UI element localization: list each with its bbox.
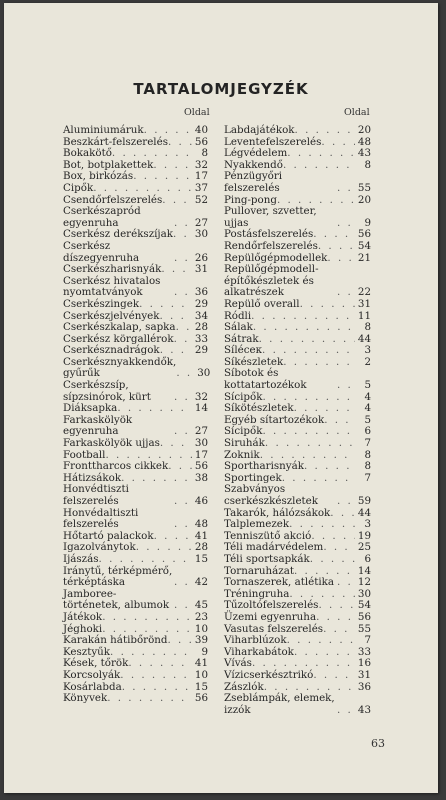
- toc-entry-label: Sícipők: [224, 390, 263, 403]
- toc-entry-page: 33: [357, 645, 371, 658]
- toc-entry-label: Aluminiumáruk: [63, 124, 144, 136]
- toc-entry-label: Farkaskölyök egyenruha: [63, 413, 133, 438]
- toc-entry: [63, 206, 208, 229]
- toc-entry-page: 28: [194, 321, 208, 334]
- toc-entry-page: 41: [194, 529, 208, 542]
- toc-entry: [63, 438, 208, 450]
- page-number: 63: [371, 737, 385, 750]
- toc-entry-page: 4: [364, 402, 371, 415]
- toc-entry-page: 21: [357, 251, 371, 264]
- dot-leader: [160, 438, 192, 450]
- toc-entry-page: 46: [194, 495, 208, 507]
- toc-entry-page: 30: [194, 228, 208, 241]
- dot-leader: [176, 368, 194, 380]
- toc-entry-page: 8: [364, 158, 371, 171]
- toc-entry-label: Tornaszerek, atlétika: [224, 576, 335, 589]
- dot-leader: [93, 183, 192, 195]
- toc-entry-label: Jamboree-történetek, albumok: [63, 587, 170, 612]
- toc-entry: [224, 612, 371, 624]
- toc-entry: [224, 438, 371, 450]
- toc-entry-page: 30: [194, 437, 208, 450]
- toc-entry-label: Kosárlabda: [63, 680, 122, 693]
- dot-leader: [99, 554, 192, 566]
- toc-entry-label: Zseblámpák, elemek, izzók: [224, 692, 335, 716]
- toc-entry-label: Cserkészapród egyenruha: [63, 205, 141, 229]
- dot-leader: [262, 426, 355, 438]
- toc-left-column: [63, 124, 211, 705]
- dot-leader: [174, 392, 192, 404]
- toc-entry-label: Vízicserkésztrikó: [224, 668, 314, 681]
- toc-entry: [224, 670, 371, 682]
- dot-leader: [282, 473, 355, 485]
- dot-leader: [283, 160, 355, 172]
- toc-entry: [224, 241, 371, 253]
- column-header-left: Oldal: [184, 107, 210, 118]
- toc-entry-page: 9: [364, 216, 371, 229]
- toc-entry: [63, 566, 208, 589]
- toc-entry-page: 48: [194, 518, 208, 531]
- toc-entry-page: 3: [364, 344, 371, 357]
- toc-entry-page: 39: [194, 634, 208, 647]
- toc-entry-page: 2: [364, 355, 371, 368]
- toc-entry-label: Cserkész díszegyenruha: [63, 239, 140, 264]
- dot-leader: [174, 519, 192, 531]
- toc-entry: [63, 612, 208, 624]
- toc-entry-page: 56: [357, 610, 371, 623]
- toc-entry-page: 20: [357, 124, 371, 136]
- toc-entry-label: Cserkészharisnyák: [63, 263, 162, 276]
- dot-leader: [133, 171, 192, 183]
- dot-leader: [304, 461, 355, 473]
- toc-entry-page: 19: [357, 529, 371, 542]
- toc-entry-page: 4: [364, 390, 371, 403]
- toc-entry-label: Síléceк: [224, 344, 263, 357]
- dot-leader: [161, 264, 192, 276]
- toc-entry-label: Diáksapka: [63, 402, 118, 415]
- toc-entry-label: Beszkárt-felszerelés: [63, 135, 168, 148]
- toc-entry: [224, 206, 371, 229]
- toc-entry-label: Viharblúzok: [224, 634, 287, 647]
- toc-entry-label: Ijászás: [63, 552, 99, 565]
- toc-entry-label: Cserkészsíp, sípzsinórok, kürt: [63, 379, 151, 403]
- toc-entry: [63, 276, 208, 299]
- toc-entry: [224, 125, 371, 137]
- toc-entry-label: Tenniszütő akció: [224, 529, 312, 542]
- toc-entry: [224, 554, 371, 566]
- toc-entry-label: Tréningruha: [224, 587, 290, 600]
- toc-entry: [63, 125, 208, 137]
- toc-entry-label: Cserkésznadrágok: [63, 344, 160, 357]
- toc-entry-label: Viharkabátok: [224, 645, 294, 658]
- toc-entry-page: 55: [357, 181, 371, 194]
- toc-entry-page: 6: [364, 552, 371, 565]
- toc-entry-page: 17: [194, 170, 208, 183]
- column-header-right: Oldal: [344, 107, 370, 118]
- dot-leader: [154, 531, 192, 543]
- toc-entry-label: Labdajátékok: [224, 124, 295, 136]
- dot-leader: [168, 137, 192, 149]
- toc-entry-label: Repülő overall: [224, 297, 300, 310]
- toc-entry-page: 59: [357, 495, 371, 507]
- dot-leader: [313, 670, 355, 682]
- toc-entry-label: Karakán hátibőrönd: [63, 634, 168, 647]
- toc-entry: [63, 355, 211, 380]
- toc-entry: [63, 508, 208, 531]
- toc-entry-label: Postásfelszerelés: [224, 228, 314, 241]
- toc-entry-label: Hátizsákok: [63, 471, 122, 484]
- toc-entry-page: 22: [357, 286, 371, 299]
- toc-entry-label: Tűzoltófelszerelés: [224, 599, 319, 612]
- toc-entry-page: 38: [194, 471, 208, 484]
- toc-entry-page: 7: [364, 634, 371, 647]
- toc-entry-label: Ródli: [224, 309, 252, 322]
- toc-entry-page: 3: [364, 518, 371, 531]
- toc-entry: [63, 589, 208, 612]
- toc-entry-page: 32: [194, 390, 208, 403]
- dot-leader: [313, 229, 355, 241]
- toc-entry-label: Leventefelszerelés: [224, 135, 322, 148]
- toc-entry-label: Bokakötő: [63, 147, 112, 160]
- toc-entry-page: 55: [357, 622, 371, 635]
- dot-leader: [162, 195, 192, 207]
- toc-entry-page: 40: [194, 124, 208, 136]
- toc-entry-page: 25: [357, 541, 371, 554]
- dot-leader: [174, 496, 192, 508]
- toc-entry-label: Kések, tőrök: [63, 657, 129, 670]
- toc-entry-page: 7: [364, 437, 371, 450]
- toc-entry-label: Cserkész hivatalos nyomtatványok: [63, 274, 161, 299]
- toc-entry-label: Játékok: [63, 610, 103, 623]
- dot-leader: [176, 322, 192, 334]
- toc-entry-page: 36: [194, 286, 208, 299]
- toc-entry: [224, 299, 371, 311]
- toc-entry: [224, 322, 371, 334]
- toc-entry: [224, 368, 371, 391]
- toc-entry-page: 41: [194, 657, 208, 670]
- toc-entry-page: 11: [357, 309, 371, 322]
- toc-entry-page: 56: [194, 135, 208, 148]
- toc-entry-label: Tornaruházat: [224, 564, 294, 577]
- toc-entry-label: Rendőrfelszerelés: [224, 239, 318, 252]
- toc-entry-page: 14: [357, 564, 371, 577]
- toc-entry-label: Csendőrfelszerelés: [63, 193, 163, 206]
- page-title: TARTALOMJEGYZÉK: [133, 80, 309, 98]
- toc-entry-page: 52: [194, 193, 208, 206]
- toc-entry-label: Cserkész körgallérok: [63, 332, 174, 345]
- toc-entry-page: 44: [357, 332, 371, 345]
- toc-entry-page: 32: [194, 158, 208, 171]
- toc-entry-page: 5: [364, 379, 371, 392]
- dot-leader: [337, 496, 355, 508]
- toc-entry-label: Jéghoki: [63, 622, 103, 635]
- dot-leader: [318, 600, 355, 612]
- toc-entry-page: 31: [357, 668, 371, 681]
- dot-leader: [295, 125, 355, 137]
- toc-entry-label: Üzemi egyenruha: [224, 610, 317, 623]
- toc-entry-label: Cserkészkalap, sapka: [63, 321, 176, 334]
- dot-leader: [287, 148, 355, 160]
- dot-leader: [265, 438, 355, 450]
- dot-leader: [120, 670, 192, 682]
- toc-entry-label: Vívás: [224, 657, 252, 670]
- toc-entry-page: 54: [357, 599, 371, 612]
- toc-entry-page: 17: [194, 448, 208, 461]
- dot-leader: [324, 415, 355, 427]
- dot-leader: [253, 322, 355, 334]
- dot-leader: [287, 635, 355, 647]
- toc-entry-page: 14: [194, 402, 208, 415]
- toc-entry: [63, 670, 208, 682]
- toc-entry-label: Talplemezek: [224, 518, 290, 531]
- toc-entry-label: Hőtartó palackok: [63, 529, 154, 542]
- dot-leader: [102, 612, 192, 624]
- toc-entry-label: Cserkésznyakkendők, gyűrűk: [63, 355, 177, 380]
- toc-entry-label: Sálak: [224, 321, 253, 334]
- toc-entry: [63, 380, 208, 403]
- dot-leader: [136, 542, 192, 554]
- dot-leader: [168, 635, 192, 647]
- toc-entry-label: Vasutas felszerelés: [224, 622, 324, 635]
- toc-entry-page: 56: [194, 692, 208, 705]
- toc-entry-page: 26: [194, 251, 208, 264]
- toc-entry-page: 33: [194, 332, 208, 345]
- toc-entry-page: 54: [357, 239, 371, 252]
- dot-leader: [153, 160, 192, 172]
- toc-entry-page: 42: [194, 576, 208, 589]
- dot-leader: [310, 554, 355, 566]
- dot-leader: [121, 473, 192, 485]
- toc-entry-page: 23: [194, 610, 208, 623]
- toc-entry-page: 31: [194, 263, 208, 276]
- dot-leader: [337, 577, 355, 589]
- dot-leader: [174, 253, 192, 265]
- dot-leader: [174, 577, 192, 589]
- toc-entry-page: 48: [357, 135, 371, 148]
- toc-entry-page: 43: [357, 703, 371, 716]
- toc-entry: [63, 415, 208, 438]
- dot-leader: [321, 137, 355, 149]
- dot-leader: [318, 241, 355, 253]
- toc-entry-label: Könyvek: [63, 692, 108, 705]
- dot-leader: [168, 461, 192, 473]
- toc-entry-label: Pullover, szvetter, ujjas: [224, 205, 317, 229]
- dot-leader: [330, 508, 355, 520]
- toc-entry: [63, 693, 208, 705]
- dot-leader: [327, 253, 355, 265]
- toc-entry: [63, 299, 208, 311]
- toc-entry-label: Zászlók: [224, 680, 264, 693]
- toc-entry: [224, 264, 371, 299]
- toc-entry-label: Cserkészingek: [63, 297, 140, 310]
- toc-entry-label: Bot, botplakettek: [63, 158, 154, 171]
- toc-entry: [224, 635, 371, 647]
- toc-entry-page: 45: [194, 599, 208, 612]
- toc-entry-page: 56: [194, 460, 208, 473]
- toc-entry-label: Fronttharcos cikkek: [63, 460, 169, 473]
- toc-entry-page: 56: [357, 228, 371, 241]
- dot-leader: [283, 357, 355, 369]
- toc-entry-page: 31: [357, 297, 371, 310]
- toc-entry-label: Sícipők: [224, 425, 263, 438]
- toc-entry-label: Cipők: [63, 181, 94, 194]
- toc-entry-label: Iránytű, térképmérő, térképtáska: [63, 564, 173, 589]
- dot-leader: [323, 542, 355, 554]
- toc-entry-page: 8: [364, 460, 371, 473]
- toc-entry-page: 10: [194, 622, 208, 635]
- toc-entry-page: 6: [364, 425, 371, 438]
- toc-entry-label: Légvédelem: [224, 147, 288, 160]
- toc-entry-page: 9: [201, 645, 208, 658]
- toc-entry-label: Téli sportsapkák: [224, 552, 310, 565]
- dot-leader: [122, 682, 192, 694]
- toc-entry-label: Repülőgépmodell-építőkészletek és alkatrészek: [224, 263, 319, 299]
- toc-entry-label: Síkészletek: [224, 355, 284, 368]
- toc-entry-page: 8: [364, 448, 371, 461]
- toc-entry-label: Football: [63, 448, 106, 461]
- toc-entry-page: 8: [364, 321, 371, 334]
- dot-leader: [174, 600, 192, 612]
- dot-leader: [337, 287, 355, 299]
- toc-entry-page: 30: [197, 367, 211, 380]
- toc-entry-page: 7: [364, 471, 371, 484]
- toc-entry-page: 27: [194, 425, 208, 438]
- toc-entry-label: Cserkész derékszíjak: [63, 228, 174, 241]
- toc-entry-page: 36: [357, 680, 371, 693]
- toc-entry-label: Sportharisnyák: [224, 460, 305, 473]
- dot-leader: [144, 125, 192, 137]
- toc-entry-label: Nyakkendő: [224, 158, 283, 171]
- toc-entry: [63, 183, 208, 195]
- dot-leader: [316, 612, 355, 624]
- dot-leader: [174, 426, 192, 438]
- toc-entry-page: 30: [357, 587, 371, 600]
- toc-entry-page: 29: [194, 297, 208, 310]
- toc-entry-page: 27: [194, 216, 208, 229]
- toc-entry-label: Korcsolyák: [63, 668, 121, 681]
- toc-entry: [63, 264, 208, 276]
- dot-leader: [107, 693, 192, 705]
- toc-entry-page: 16: [357, 657, 371, 670]
- toc-right-column: [224, 125, 371, 716]
- toc-entry-page: 29: [194, 344, 208, 357]
- toc-entry-page: 34: [194, 309, 208, 322]
- toc-entry-label: Sportingek: [224, 471, 282, 484]
- toc-entry-label: Zoknik: [224, 448, 260, 461]
- toc-entry-label: Pénzügyőri felszerelés: [224, 170, 283, 194]
- dot-leader: [337, 183, 355, 195]
- toc-entry-page: 44: [357, 506, 371, 519]
- toc-entry-label: Honvédtiszti felszerelés: [63, 483, 129, 507]
- toc-entry-label: Repülőgépmodellek: [224, 251, 328, 264]
- toc-entry: [224, 171, 371, 194]
- dot-leader: [294, 647, 355, 659]
- toc-entry: [224, 577, 371, 589]
- dot-leader: [174, 218, 192, 230]
- toc-entry-page: 12: [357, 576, 371, 589]
- dot-leader: [251, 311, 355, 323]
- toc-entry-label: Síkötészletek: [224, 402, 294, 415]
- dot-leader: [174, 334, 192, 346]
- dot-leader: [337, 705, 355, 717]
- toc-entry-page: 15: [194, 552, 208, 565]
- dot-leader: [337, 218, 355, 230]
- toc-entry-page: 28: [194, 541, 208, 554]
- toc-entry-label: Box, birkózás: [63, 170, 134, 183]
- document-page: [4, 3, 438, 793]
- toc-entry-label: Ping-pong: [224, 193, 277, 206]
- dot-leader: [337, 380, 355, 392]
- toc-entry: [63, 484, 208, 507]
- toc-entry-page: 8: [201, 147, 208, 160]
- toc-entry-label: Sátrak: [224, 332, 259, 345]
- dot-leader: [128, 658, 192, 670]
- toc-entry-label: Egyéb sítartozékok: [224, 413, 325, 426]
- toc-entry-label: Szabványos cserkészkészletek: [224, 483, 319, 507]
- toc-entry-label: Cserkészjelvények: [63, 309, 160, 322]
- toc-entry-page: 20: [357, 193, 371, 206]
- toc-entry: [224, 693, 371, 716]
- toc-entry: [63, 241, 208, 264]
- dot-leader: [174, 287, 192, 299]
- dot-leader: [139, 299, 192, 311]
- dot-leader: [323, 624, 355, 636]
- dot-leader: [173, 229, 192, 241]
- toc-entry-page: 15: [194, 680, 208, 693]
- toc-entry-label: Farkaskölyök ujjas: [63, 437, 160, 450]
- toc-entry-label: Siruhák: [224, 437, 265, 450]
- toc-entry: [63, 554, 208, 566]
- toc-entry-label: Téli madárvédelem: [224, 541, 324, 554]
- dot-leader: [259, 334, 355, 346]
- toc-entry-page: 43: [357, 147, 371, 160]
- toc-entry: [63, 635, 208, 647]
- toc-entry-label: Takarók, hálózsákok: [224, 506, 331, 519]
- toc-entry: [224, 484, 371, 507]
- toc-entry-label: Igazolványtok: [63, 541, 136, 554]
- toc-entry-page: 5: [364, 413, 371, 426]
- toc-entry-label: Kesztyűk: [63, 645, 111, 658]
- dot-leader: [300, 299, 355, 311]
- toc-entry: [63, 322, 208, 334]
- toc-entry-label: Honvédaltiszti felszerelés: [63, 506, 139, 531]
- toc-entry-page: 10: [194, 668, 208, 681]
- toc-entry-label: Síbotok és kottatartozékok: [224, 367, 307, 392]
- toc-entry-page: 37: [194, 181, 208, 194]
